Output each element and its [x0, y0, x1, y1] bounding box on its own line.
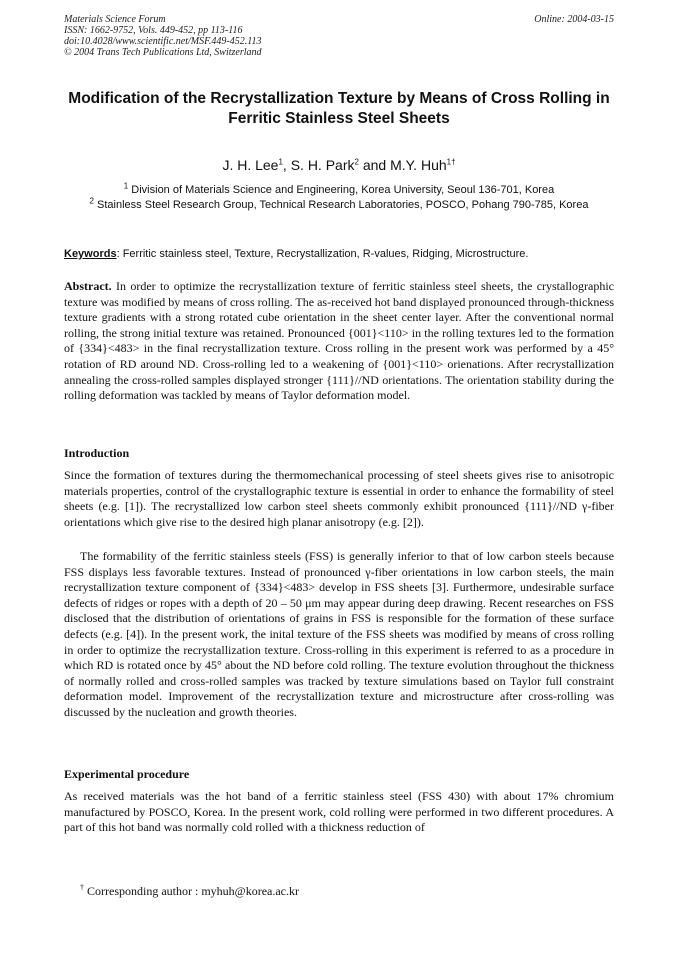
affiliation-2: [64, 198, 614, 213]
author-list: [40, 157, 638, 173]
copyright-line: © 2004 Trans Tech Publications Ltd, Switzerland: [64, 47, 262, 58]
author-mark: 1: [278, 157, 283, 167]
introduction-heading: Introduction: [64, 446, 130, 460]
introduction-paragraph-1: Since the formation of textures during the thermomechanical processing of steel sheets gives rise to anisotropic materials properties, control of the crystallographic texture is essential in order to enhance the formability of steel sheets (e.g. [1]). The recrystallized low carbon steel sheets commonly exhibit pronounced {111}//ND γ-fiber orientations which give rise to the desired high planar anisotropy (e.g. [2]).: [64, 468, 614, 529]
issn-line: ISSN: 1662-9752, Vols. 449-452, pp 113-116: [64, 25, 243, 36]
experimental-paragraph-1: As received materials was the hot band of a ferritic stainless steel (FSS 430) with about 17% chromium manufactured by POSCO, Korea. In the present work, cold rolling were performed in two different procedures. A part of this hot band was normally cold rolled with a thickness reduction of: [64, 789, 614, 835]
affiliation-text: Stainless Steel Research Group, Technical Research Laboratories, POSCO, Pohang 790-785, Korea: [93, 199, 589, 211]
author-mark: 2: [354, 157, 359, 167]
paper-title: Modification of the Recrystallization Texture by Means of Cross Rolling in Ferritic Stainless Steel Sheets: [68, 90, 610, 127]
affiliation-1: [64, 183, 614, 198]
keywords: [64, 248, 628, 260]
experimental-heading: Experimental procedure: [64, 767, 190, 781]
keywords-text: : Ferritic stainless steel, Texture, Recrystallization, R-values, Ridging, Microstructure.: [116, 248, 529, 260]
author-name: J. H. Lee: [222, 157, 279, 173]
online-date: Online: 2004-03-15: [534, 14, 614, 25]
doi-line: doi:10.4028/www.scientific.net/MSF.449-452.113: [64, 36, 262, 47]
footnote-mark: †: [80, 883, 84, 892]
author-name: , S. H. Park: [282, 157, 355, 173]
author-name: and M.Y. Huh: [358, 157, 447, 173]
footnote-text: Corresponding author : myhuh@korea.ac.kr: [84, 884, 299, 898]
abstract-text: In order to optimize the recrystallization texture of ferritic stainless steel sheets, the crystallographic texture was modified by means of cross rolling. The as-received hot band displayed pronounced through-thickness texture gradients with a strong rotated cube orientation in the sheet center layer. After the conventional normal rolling, the strong initial texture was retained. Pronounced {001}<110> in the rolling textures led to the formation of {334}<483> in the final recrystallization texture. Cross rolling in the present work was performed by a 45° rotation of RD around ND. Cross-rolling led to a weakening of {001}<110> orienations. After recrystallization annealing the cross-rolled samples displayed stronger {111}//ND orientations. The orientation stability during the rolling deformation was tackled by means of Taylor deformation model.: [64, 279, 614, 403]
abstract: [64, 279, 614, 404]
keywords-label: Keywords: [64, 248, 117, 260]
affiliation-mark: 2: [89, 196, 94, 206]
journal-header: [64, 14, 614, 58]
journal-name: Materials Science Forum: [64, 14, 166, 25]
footnote: [80, 884, 299, 899]
abstract-label: Abstract.: [64, 279, 112, 293]
affiliations: [64, 183, 614, 213]
author-mark: 1†: [446, 157, 456, 167]
introduction-paragraph-2: The formability of the ferritic stainless steels (FSS) is generally inferior to that of low carbon steels because FSS displays less favorable textures. Instead of pronounced γ-fiber orientations in low carbon steels, the main recrystallization texture component of {334}<483> develop in FSS sheets [3]. Furthermore, undesirable surface defects of ridges or ropes with a depth of 20 – 50 μm may appear during deep drawing. Recent researches on FSS disclosed that the distribution of orientations of grains in FSS is responsible for the formation of these surface defects (e.g. [4]). In the present work, the inital texture of the FSS sheets was modified by means of cross rolling in order to optimize the recrystallization texture. Cross-rolling in this experiment is referred to as a procedure in which RD is rotated once by 45° about the ND before cold rolling. The texture evolution throughout the thickness of normally rolled and cross-rolled samples was tracked by texture simulations based on Taylor full constraint deformation model. Improvement of the recrystallization texture and microstructure after cross-rolling was discussed by the nucleation and growth theories.: [64, 549, 614, 719]
affiliation-text: Division of Materials Science and Engineering, Korea University, Seoul 136-701, Korea: [128, 184, 555, 196]
affiliation-mark: 1: [123, 181, 129, 191]
